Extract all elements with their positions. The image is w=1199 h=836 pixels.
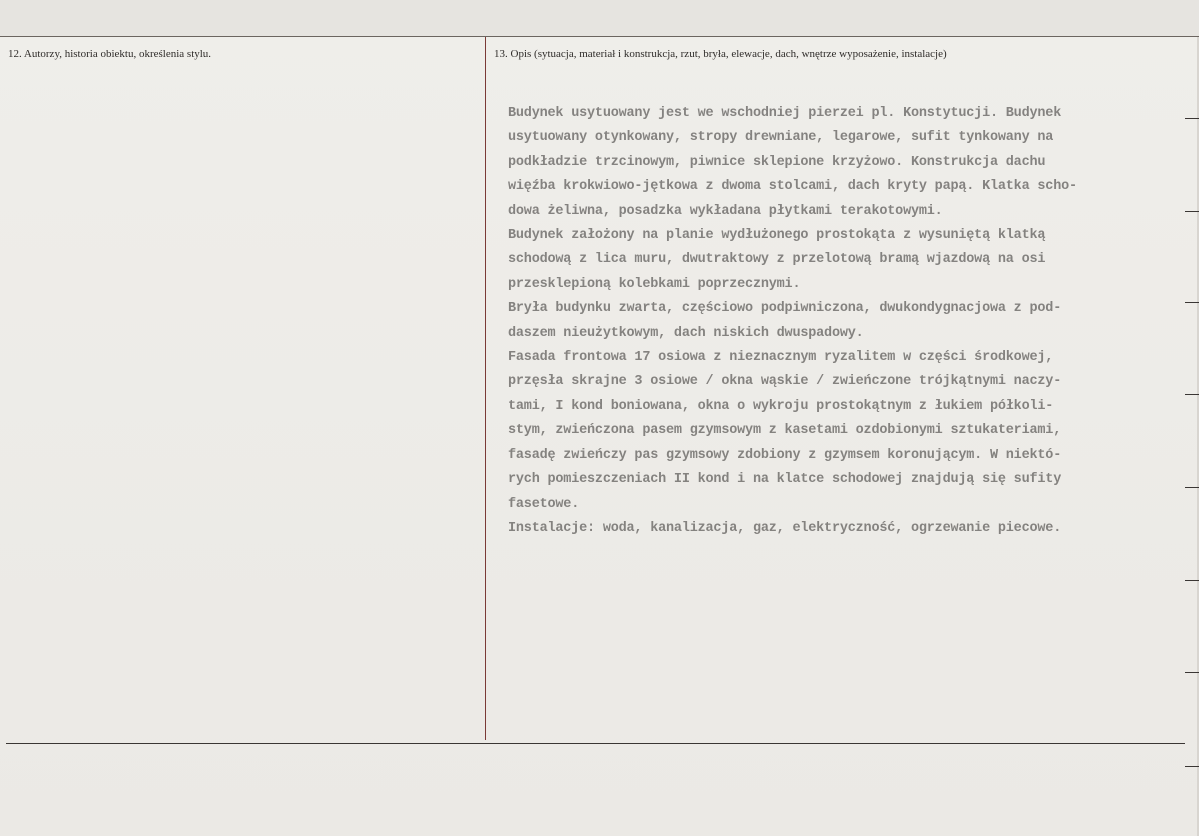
section-13-header: 13. Opis (sytuacja, materiał i konstrukcja, rzut, bryła, elewacje, dach, wnętrze wyposażenie, instalacje) [494,48,947,60]
description-line: fasadę zwieńczy pas gzymsowy zdobiony z gzymsem koronującym. W niektó- [508,447,1062,463]
description-line: Bryła budynku zwarta, częściowo podpiwniczona, dwukondygnacjowa z pod- [508,301,1062,317]
margin-tick [1185,766,1199,767]
column-divider [485,37,486,740]
description-line: Instalacje: woda, kanalizacja, gaz, elektryczność, ogrzewanie piecowe. [508,520,1062,536]
description-line: stym, zwieńczona pasem gzymsowym z kasetami ozdobionymi sztukateriami, [508,423,1062,439]
margin-tick [1185,672,1199,673]
description-line: podkładzie trzcinowym, piwnice sklepione krzyżowo. Konstrukcja dachu [508,154,1046,170]
description-line: schodową z lica muru, dwutraktowy z przelotową bramą wjazdową na osi [508,252,1046,268]
margin-tick [1185,580,1199,581]
description-line: przęsła skrajne 3 osiowe / okna wąskie / zwieńczone trójkątnymi naczy- [508,374,1062,390]
description-line: usytuowany otynkowany, stropy drewniane, legarowe, sufit tynkowany na [508,130,1054,146]
section-12-header: 12. Autorzy, historia obiektu, określenia stylu. [8,48,212,60]
description-line: dowa żeliwna, posadzka wykładana płytkami terakotowymi. [508,203,943,219]
top-border-line [0,36,1199,37]
description-line: tami, I kond boniowana, okna o wykroju prostokątnym z łukiem półkoli- [508,398,1054,414]
description-line: więźba krokwiowo-jętkowa z dwoma stolcami, dach kryty papą. Klatka scho- [508,179,1077,195]
card-top-strip [0,0,1199,36]
margin-tick [1185,302,1199,303]
margin-tick [1185,118,1199,119]
bottom-rule-line [6,743,1185,744]
description-line: przesklepioną kolebkami poprzecznymi. [508,276,801,292]
description-line: Budynek usytuowany jest we wschodniej pierzei pl. Konstytucji. Budynek [508,106,1062,121]
description-line: daszem nieużytkowym, dach niskich dwuspadowy. [508,325,864,341]
description-line: fasetowe. [508,496,580,512]
typed-description [508,102,1148,541]
margin-tick [1185,394,1199,395]
description-line: Fasada frontowa 17 osiowa z nieznacznym ryzalitem w części środkowej, [508,350,1054,366]
description-line: rych pomieszczeniach II kond i na klatce schodowej znajdują się sufity [508,472,1062,488]
margin-tick [1185,211,1199,212]
margin-tick [1185,487,1199,488]
description-line: Budynek założony na planie wydłużonego prostokąta z wysuniętą klatką [508,228,1046,244]
